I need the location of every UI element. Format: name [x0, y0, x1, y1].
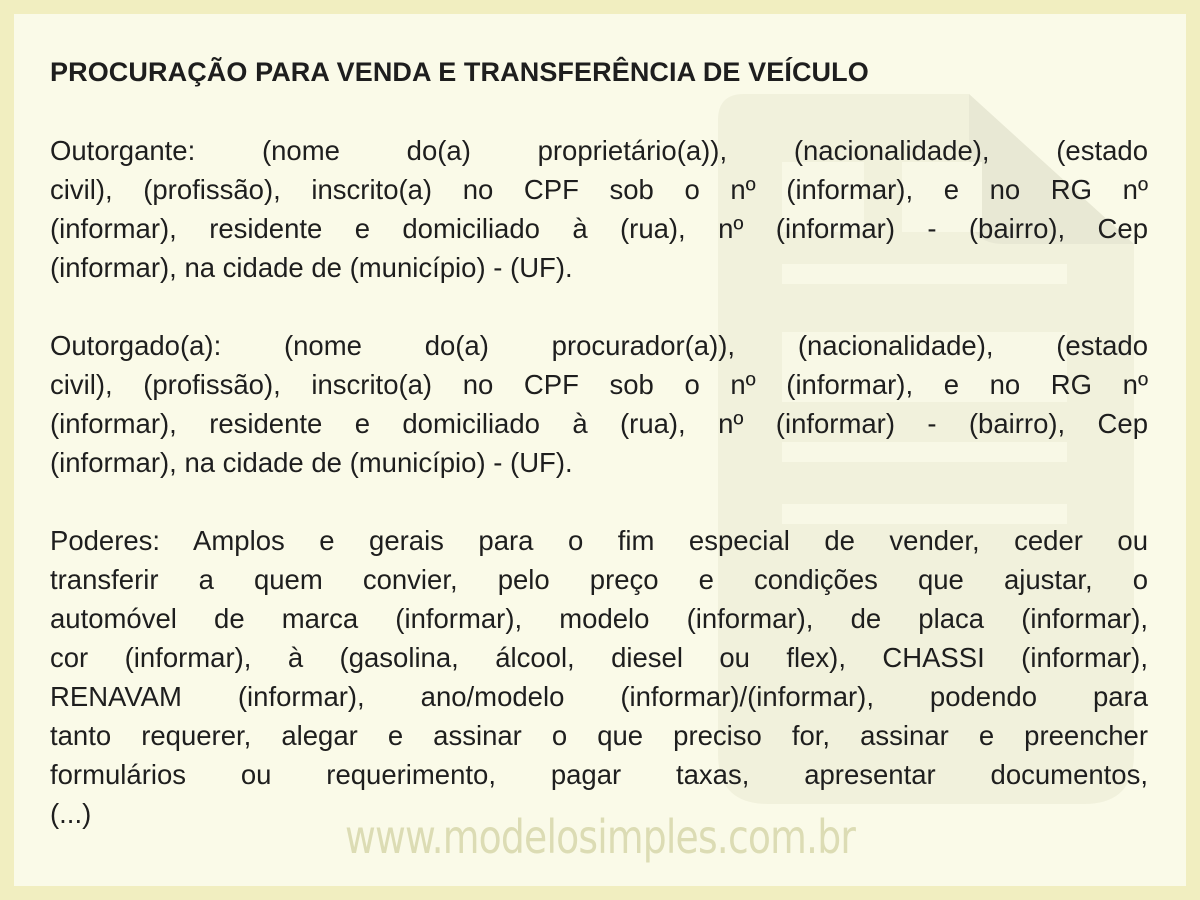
text-line: (...): [50, 798, 92, 829]
text-line: civil), (profissão), inscrito(a) no CPF sob o nº (informar), e no RG nº: [50, 369, 1148, 400]
outorgado-paragraph: [50, 326, 1148, 482]
text-line: (informar), na cidade de (município) - (UF).: [50, 447, 573, 478]
text-line: tanto requerer, alegar e assinar o que preciso for, assinar e preencher: [50, 720, 1148, 751]
outorgante-paragraph: [50, 131, 1148, 287]
text-line: RENAVAM (informar), ano/modelo (informar)/(informar), podendo para: [50, 681, 1148, 712]
text-line: (informar), na cidade de (município) - (UF).: [50, 252, 573, 283]
poderes-paragraph: [50, 521, 1148, 833]
text-line: cor (informar), à (gasolina, álcool, diesel ou flex), CHASSI (informar),: [50, 642, 1148, 673]
document-title: PROCURAÇÃO PARA VENDA E TRANSFERÊNCIA DE VEÍCULO: [50, 57, 869, 87]
document-body: [50, 52, 1148, 872]
text-line: (informar), residente e domiciliado à (rua), nº (informar) - (bairro), Cep: [50, 213, 1148, 244]
watermark-site-url: www.modelosimples.com.br: [344, 810, 856, 864]
text-line: Outorgante: (nome do(a) proprietário(a)), (nacionalidade), (estado: [50, 135, 1148, 166]
text-line: formulários ou requerimento, pagar taxas, apresentar documentos,: [50, 759, 1148, 790]
text-line: Outorgado(a): (nome do(a) procurador(a)), (nacionalidade), (estado: [50, 330, 1148, 361]
text-line: Poderes: Amplos e gerais para o fim especial de vender, ceder ou: [50, 525, 1148, 556]
text-line: (informar), residente e domiciliado à (rua), nº (informar) - (bairro), Cep: [50, 408, 1148, 439]
text-line: automóvel de marca (informar), modelo (informar), de placa (informar),: [50, 603, 1148, 634]
text-line: transferir a quem convier, pelo preço e condições que ajustar, o: [50, 564, 1148, 595]
text-line: civil), (profissão), inscrito(a) no CPF sob o nº (informar), e no RG nº: [50, 174, 1148, 205]
